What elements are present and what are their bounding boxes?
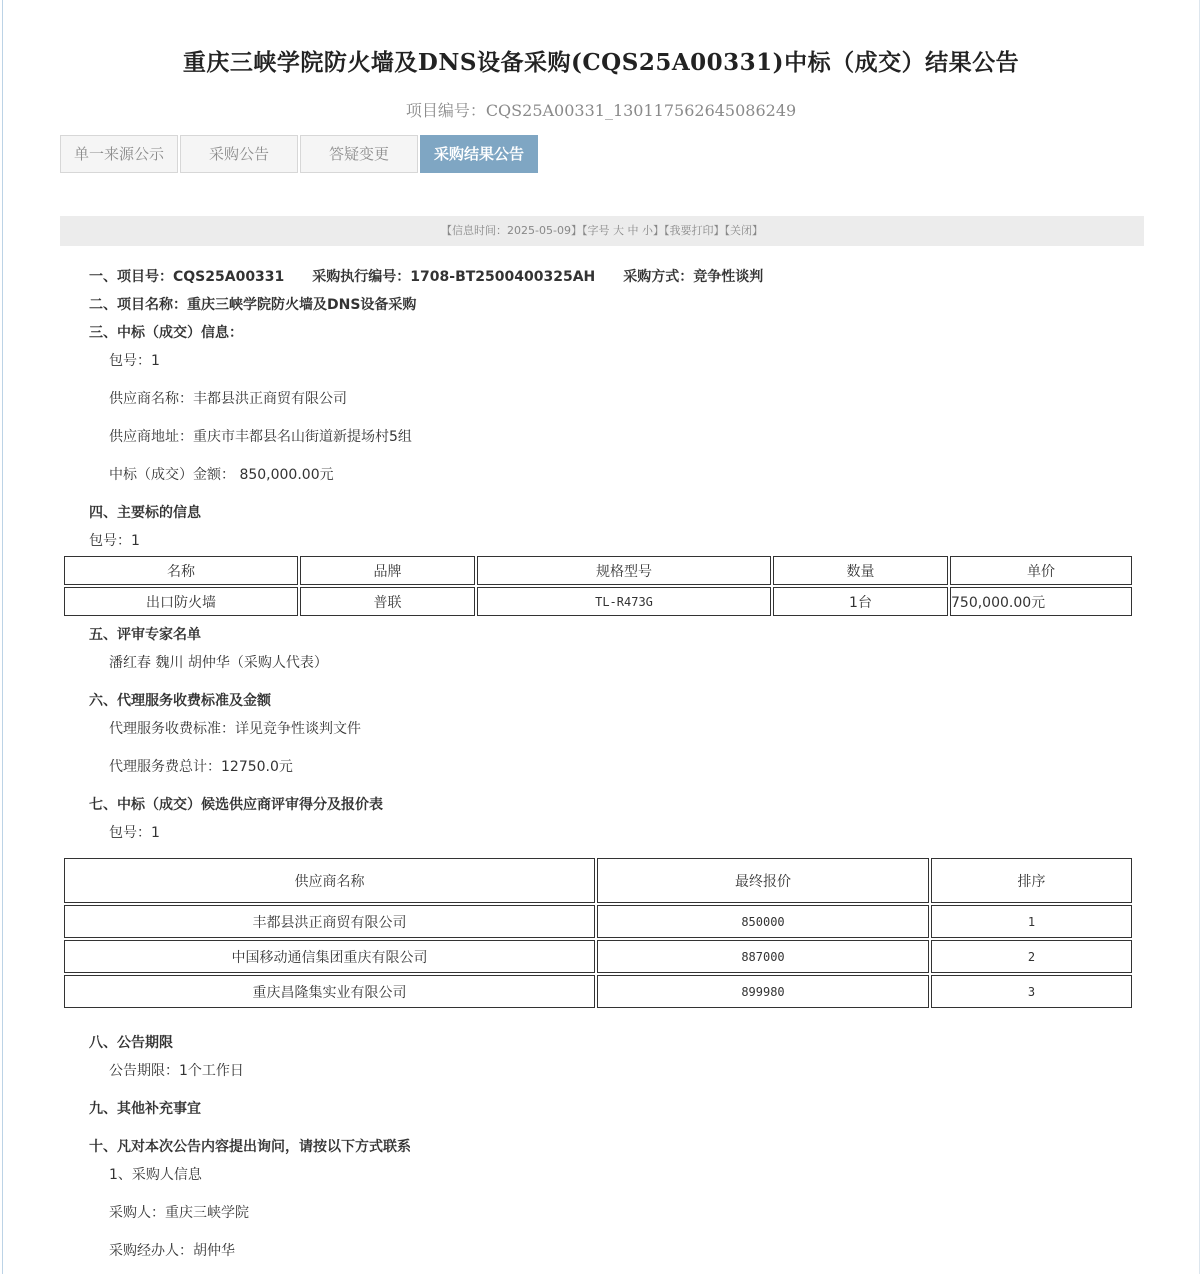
item-brand-cell: 普联 <box>300 587 475 616</box>
rank-cell: 2 <box>931 940 1132 973</box>
purchaser-name: 采购人：重庆三峡学院 <box>109 1205 249 1221</box>
tab-procurement-notice[interactable]: 采购公告 <box>180 135 298 173</box>
main-item-table <box>62 554 1134 618</box>
item-price-cell: 750,000.00元 <box>950 587 1132 616</box>
s3-supplier-address: 供应商地址：重庆市丰都县名山街道新提场村5组 <box>109 429 412 445</box>
tab-single-source[interactable]: 单一来源公示 <box>60 135 178 173</box>
table-row <box>64 975 1132 1008</box>
header-cell: 品牌 <box>300 556 475 585</box>
rank-cell: 3 <box>931 975 1132 1008</box>
s3-award-amount: 中标（成交）金额： 850,000.00元 <box>109 467 334 483</box>
tab-result-notice[interactable]: 采购结果公告 <box>420 135 538 173</box>
project-number: 项目编号：CQS25A00331_1301175626450862​49 <box>405 101 797 120</box>
fee-total: 代理服务费总计：12750.0元 <box>109 759 293 775</box>
final-quote-cell: 850000 <box>597 905 929 938</box>
item-name-cell: 出口防火墙 <box>64 587 298 616</box>
announcement-page <box>2 0 1200 1274</box>
item-model-cell: TL-R473G <box>477 587 771 616</box>
section-8-heading: 八、公告期限 <box>89 1035 173 1051</box>
item-quantity-cell: 1台 <box>773 587 948 616</box>
section-1-project-info <box>89 266 763 286</box>
final-quote-cell: 887000 <box>597 940 929 973</box>
supplier-name-cell: 丰都县洪正商贸有限公司 <box>64 905 595 938</box>
candidate-score-table <box>62 856 1134 1010</box>
page-title: 重庆三峡学院防火墙及DNS设备采购(CQS25A00331)中标（成交）结果公告 <box>182 49 1020 76</box>
table-header-row <box>64 858 1132 903</box>
header-cell: 名称 <box>64 556 298 585</box>
section-9-heading: 九、其他补充事宜 <box>89 1101 201 1117</box>
header-cell: 供应商名称 <box>64 858 595 903</box>
s7-package: 包号：1 <box>109 825 160 841</box>
s3-supplier-name: 供应商名称：丰都县洪正商贸有限公司 <box>109 391 347 407</box>
font-size-label: 【字号 <box>581 224 610 237</box>
fee-standard: 代理服务收费标准：详见竞争性谈判文件 <box>109 721 361 737</box>
print-link[interactable]: 【我要打印】 <box>663 224 725 237</box>
rank-cell: 1 <box>931 905 1132 938</box>
font-size-large-link[interactable]: 大 <box>612 224 624 237</box>
section-4-heading: 四、主要标的信息 <box>89 505 201 521</box>
section-10-heading: 十、凡对本次公告内容提出询问，请按以下方式联系 <box>89 1139 411 1155</box>
notice-period: 公告期限：1个工作日 <box>109 1063 244 1079</box>
execution-number-field: 采购执行编号：1708-BT2500400325AH <box>312 269 596 285</box>
section-3-heading: 三、中标（成交）信息： <box>89 325 243 341</box>
header-cell: 最终报价 <box>597 858 929 903</box>
purchaser-info-heading: 1、采购人信息 <box>109 1167 202 1183</box>
section-5-heading: 五、评审专家名单 <box>89 627 201 643</box>
project-number-field: 一、项目号：CQS25A00331 <box>89 269 285 285</box>
font-size-medium-link[interactable]: 中 <box>627 224 639 237</box>
table-header-row <box>64 556 1132 585</box>
section-6-heading: 六、代理服务收费标准及金额 <box>89 693 271 709</box>
procurement-method-field: 采购方式：竞争性谈判 <box>623 269 764 285</box>
s3-package: 包号：1 <box>109 353 160 369</box>
expert-list: 潘红春 魏川 胡仲华（采购人代表） <box>109 655 328 671</box>
header-cell: 规格型号 <box>477 556 771 585</box>
supplier-name-cell: 中国移动通信集团重庆有限公司 <box>64 940 595 973</box>
table-row <box>64 905 1132 938</box>
font-size-small-link[interactable]: 小】 <box>641 224 664 237</box>
supplier-name-cell: 重庆昌隆集实业有限公司 <box>64 975 595 1008</box>
announcement-tabs <box>60 135 540 173</box>
info-bar <box>60 216 1144 246</box>
header-cell: 单价 <box>950 556 1132 585</box>
close-link[interactable]: 【关闭】 <box>724 224 763 237</box>
header-cell: 数量 <box>773 556 948 585</box>
purchaser-handler: 采购经办人：胡仲华 <box>109 1243 235 1259</box>
table-row <box>64 940 1132 973</box>
s4-package: 包号：1 <box>89 533 140 549</box>
final-quote-cell: 899980 <box>597 975 929 1008</box>
section-2-project-name: 二、项目名称：重庆三峡学院防火墙及DNS设备采购 <box>89 297 417 313</box>
section-7-heading: 七、中标（成交）候选供应商评审得分及报价表 <box>89 797 383 813</box>
header-cell: 排序 <box>931 858 1132 903</box>
tab-qa-changes[interactable]: 答疑变更 <box>300 135 418 173</box>
info-date: 【信息时间：2025-05-09】 <box>441 224 582 237</box>
table-row <box>64 587 1132 616</box>
